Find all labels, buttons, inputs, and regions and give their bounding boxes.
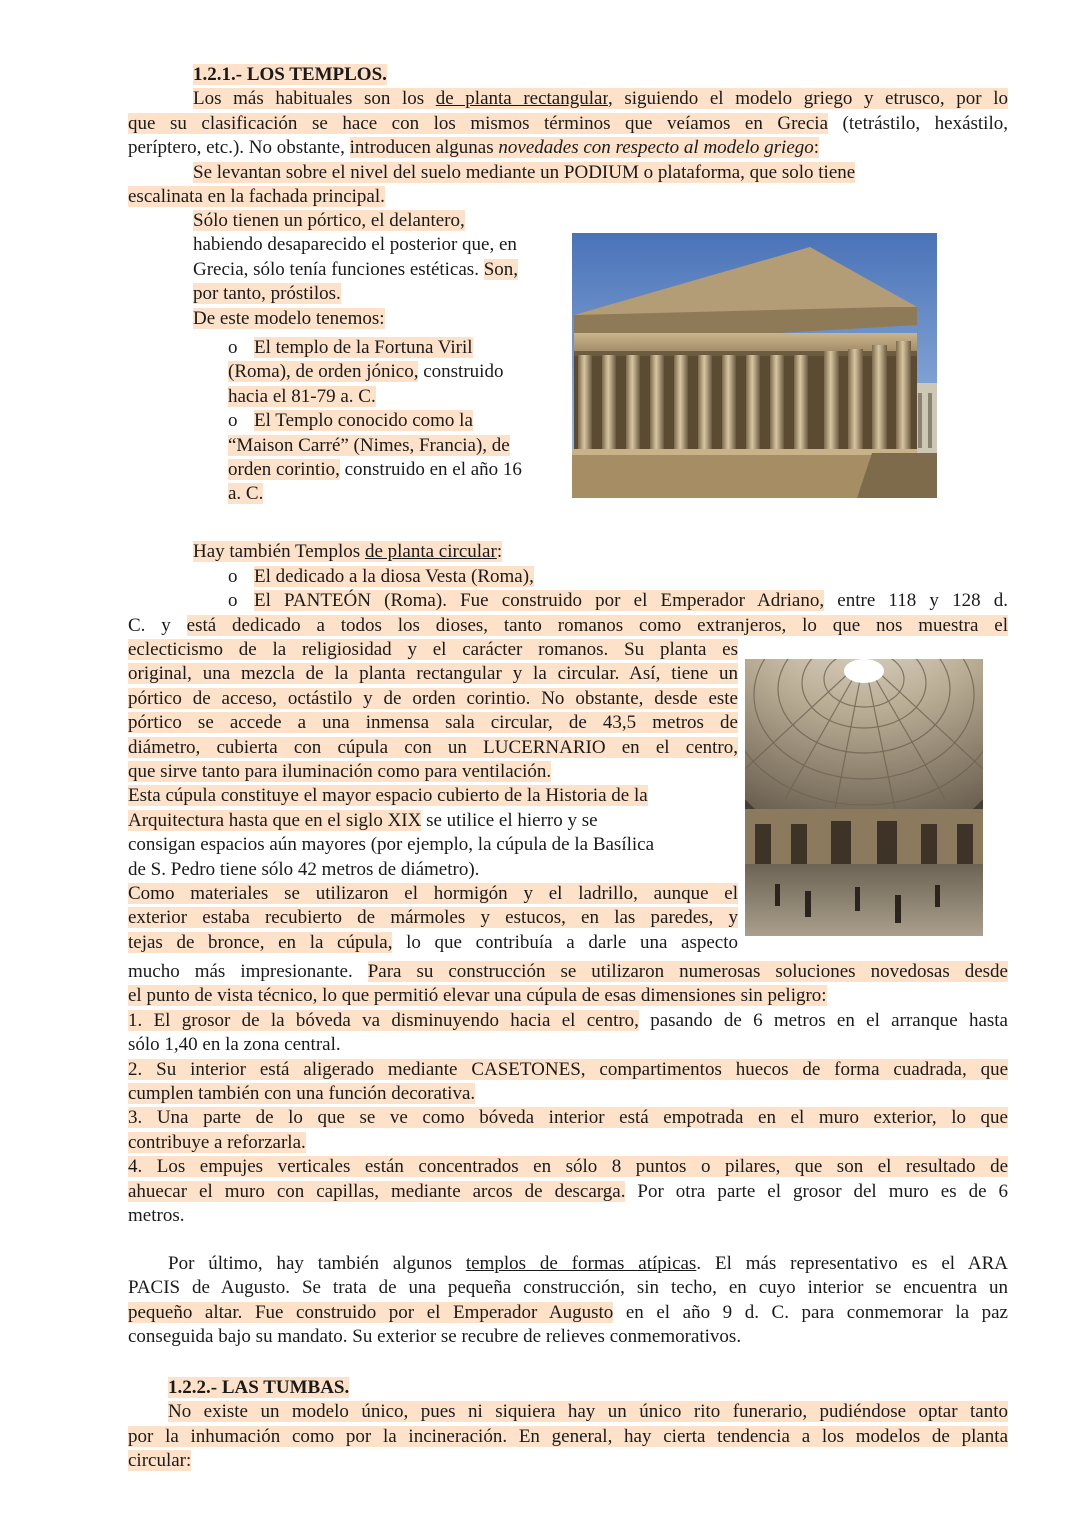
list-item: 4. Los empujes verticales están concentrados en sólo 8 puntos o pilares, que son el resultado de	[128, 1156, 1008, 1178]
circular-examples-list	[228, 565, 1008, 614]
list-item: 3. Una parte de lo que se ve como bóveda interior está empotrada en el muro exterior, lo que	[128, 1107, 1008, 1129]
circular-temples-intro: Hay también Templos de planta circular:	[193, 541, 503, 562]
pantheon-techniques: mucho más impresionante. Para su construcción se utilizaron numerosas soluciones novedosas desde el punto de vista técnico, lo que permitió elevar una cúpula de esas dimensiones sin peligro: 1. El grosor de la bóveda va disminuyendo hacia el centro, pasando de 6 metros en el arranque hasta sólo 1,40 en la zona central. 2. Su interior está aligerado mediante CASETONES, compartimentos huecos de forma cuadrada, que cumplen también con una función decorativa. 3. Una parte de lo que se ve como bóveda interior está empotrada en el muro exterior, lo que contribuye a reforzarla. 4. Los empujes verticales están concentrados en sólo 8 puntos o pilares, que son el resultado de ahuecar el muro con capillas, mediante arcos de descarga. Por otra parte el grosor del muro es de 6 metros.	[128, 961, 1009, 1227]
section-122: 1.2.2.- LAS TUMBAS. No existe un modelo único, pues ni siquiera hay un único rito funerario, pudiéndose optar tanto por la inhumación como por la incineración. En general, hay cierta tendencia a los modelos de planta circular:	[128, 1377, 1008, 1472]
section-title-temples: 1.2.1.- LOS TEMPLOS.	[193, 64, 387, 85]
pantheon-illustration	[745, 659, 983, 936]
pantheon-full-line: C. y está dedicado a todos los dioses, tanto romanos como extranjeros, lo que nos muestra el	[128, 615, 1008, 636]
list-item: o El PANTEÓN (Roma). Fue construido por el Emperador Adriano, entre 118 y 128 d.	[228, 590, 1008, 612]
section-title-tombs: 1.2.2.- LAS TUMBAS.	[168, 1377, 350, 1398]
section-121: 1.2.1.- LOS TEMPLOS. Los más habituales son los de planta rectangular, siguiendo el modelo griego y etrusco, por lo que su clasificación se hace con los mismos términos que veíamos en Grecia (tetrástilo, hexástilo, períptero, etc.). No obstante, introducen algunas novedades con respecto al modelo griego: Se levantan sobre el nivel del suelo mediante un PODIUM o plataforma, que solo tiene escalinata en la fachada principal.	[128, 64, 1008, 208]
list-item: o El templo de la Fortuna Viril	[228, 337, 473, 358]
maison-carree-photo	[572, 233, 937, 498]
list-item: o El dedicado a la diosa Vesta (Roma),	[228, 566, 534, 587]
atypical-temples: Por último, hay también algunos templos de formas atípicas. El más representativo es el ARA PACIS de Augusto. Se trata de una pequeña construcción, sin techo, en cuyo interior se encuentra un pequeño altar. Fue construido por el Emperador Augusto en el año 9 d. C. para conmemorar la paz conseguida bajo su mandato. Su exterior se recubre de relieves conmemorativos.	[128, 1253, 1009, 1348]
pantheon-wrapped-text: eclecticismo de la religiosidad y el carácter romanos. Su planta es original, una mezcla de la planta rectangular y la circular. Así, tiene un pórtico de acceso, octástilo y de orden corintio. No obstante, desde este pórtico se accede a una inmensa sala circular, de 43,5 metros de diámetro, cubierta con cúpula con un LUCERNARIO en el centro, que sirve tanto para iluminación como para ventilación. Esta cúpula constituye el mayor espacio cubierto de la Historia de la Arquitectura hasta que en el siglo XIX se utilice el hierro y se consigan espacios aún mayores (por ejemplo, la cúpula de la Basílica de S. Pedro tiene sólo 42 metros de diámetro). Como materiales se utilizaron el hormigón y el ladrillo, aunque el exterior estaba recubierto de mármoles y estucos, en las paredes, y tejas de bronce, en la cúpula, lo que contribuía a darle una aspecto	[128, 639, 738, 953]
rectangular-examples-list: o El templo de la Fortuna Viril (Roma), de orden jónico, construido hacia el 81-79 a. C. o El Templo conocido como la “Maison Carré” (Nimes, Francia), de orden corintio, construido en el año 16 a. C.	[228, 336, 573, 507]
prostyle-text: Sólo tienen un pórtico, el delantero, habiendo desaparecido el posterior que, en Grecia, sólo tenía funciones estéticas. Son, por tanto, próstilos. De este modelo tenemos:	[193, 210, 519, 329]
list-item: o El Templo conocido como la	[228, 410, 473, 432]
temple-illustration	[572, 233, 937, 498]
list-item: 1. El grosor de la bóveda va disminuyendo hacia el centro, pasando de 6 metros en el arranque hasta	[128, 1009, 1008, 1031]
pantheon-interior-photo	[745, 659, 983, 936]
list-item: 2. Su interior está aligerado mediante CASETONES, compartimentos huecos de forma cuadrada, que	[128, 1058, 1009, 1080]
